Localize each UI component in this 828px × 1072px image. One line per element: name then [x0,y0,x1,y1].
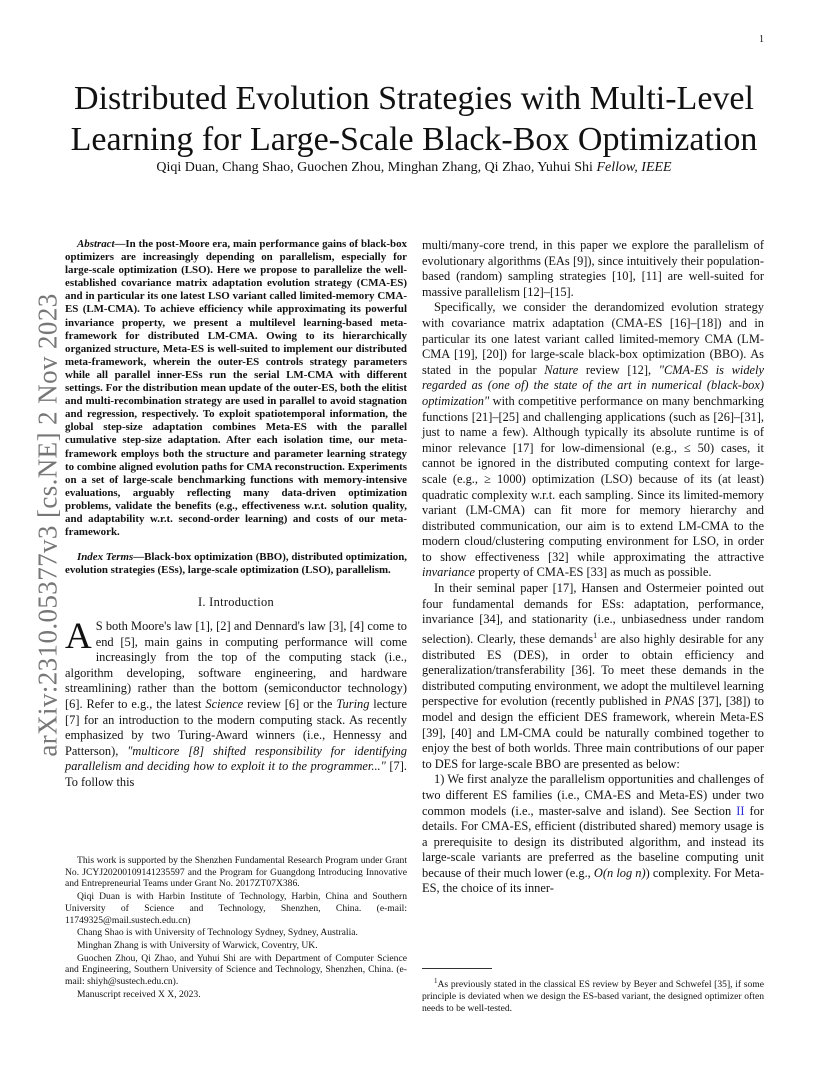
body-emphasis: PNAS [664,694,695,709]
body-text: 1) We first analyze the parallelism opportunities and challenges of two different ES families (i.e., CMA-ES and Meta-ES) under two common models (i.e., master-salve and island). See Section [422,772,764,818]
footnote-funding: This work is supported by the Shenzhen Fundamental Research Program under Grant No. JCYJ20200109141235597 and the Program for Guangdong Introducing Innovative and Entrepreneurial Teams under Grant No. 2017ZT07X386. [65,855,407,890]
index-terms-label: Index Terms [77,551,134,564]
index-terms-text: —Black-box optimization (BBO), distributed optimization, evolution strategies (ESs), large-scale optimization (LSO), parallelism. [65,551,407,577]
author-suffix: Fellow, IEEE [596,160,672,175]
body-paragraph [422,300,764,581]
body-text: property of CMA-ES [33] as much as possible. [475,565,712,580]
intro-emphasis: Science [205,696,244,711]
body-paragraph [422,581,764,772]
footnote-affiliation: Guochen Zhou, Qi Zhao, and Yuhui Shi are with Department of Computer Science and Engineering, Southern University of Science and Technology, Shenzhen, China. (e-mail: shiyh@sustech.edu.cn). [65,952,407,988]
author-names: Qiqi Duan, Chang Shao, Guochen Zhou, Minghan Zhang, Qi Zhao, Yuhui Shi [156,160,593,175]
author-footnotes [65,855,407,1001]
arxiv-sidebar [34,290,62,760]
right-column [422,238,764,897]
abstract-label: Abstract [77,238,115,250]
section-link[interactable]: II [736,803,745,818]
page-number: 1 [759,34,764,45]
body-emphasis: invariance [422,565,475,580]
intro-text: review [6] or the [243,696,337,711]
index-terms [65,551,407,577]
footnote-1 [422,976,764,1014]
abstract-text: —In the post-Moore era, main performance gains of black-box optimizers are increasingly depending on parallelism, especially for large-scale optimization (LSO). Here we propose to parallelize the well-established covariance matrix adaptation evolution strategy (CMA-ES) and in particular its one latest LSO variant called limited-memory CMA-ES (LM-CMA). To achieve efficiency while approximating its powerful invariance property, we present a multilevel learning-based meta-framework for distributed LM-CMA. Owing to its hierarchically organized structure, Meta-ES is well-suited to implement our distributed meta-framework, wherein the outer-ES controls strategy parameters while all parallel inner-ESs run the serial LM-CMA with different settings. For the distribution mean update of the outer-ES, both the elitist and multi-recombination strategy are used in parallel to avoid stagnation and regression, respectively. To exploit spatiotemporal information, the global step-size adaptation combines Meta-ES with the parallel cumulative step-size adaptation. After each isolation time, our meta-framework employs both the structure and parameter learning strategy to combine aligned evolution paths for CMA reconstruction. Experiments on a set of large-scale benchmarking functions with memory-intensive evaluations, arguably reflecting many data-driven optimization problems, validate the benefits (e.g., effectiveness w.r.t. solution quality, and adaptability w.r.t. second-order learning) and costs of our meta-framework. [65,238,407,539]
footnote-rule [422,968,492,969]
body-text: for details. For CMA-ES, efficient (distributed shared) memory usage is a prerequisite to design its distributed algorithm, and instead its large-scale variants are preferred as the baseline computing unit because of their much lower (e.g., [422,803,765,880]
footnote-manuscript: Manuscript received X X, 2023. [77,988,201,1000]
intro-quote: "multicore [8] shifted responsibility for identifying parallelism and deciding how to exploit it to the programmer..." [65,743,407,774]
intro-text: [7]. To follow this [65,759,407,789]
footnote-number: 1 [434,977,438,985]
author-list [40,160,788,176]
footnote-text: As previously stated in the classical ES review by Beyer and Schwefel [35], if some principle is deviated when we design the ES-based variant, the designed optimizer often needs to be well-tested. [422,979,764,1014]
body-text: Specifically, we consider the derandomized evolution strategy with covariance matrix adaptation (CMA-ES [16]–[18]) and in particular its one latest variant called limited-memory CMA (LM-CMA [19], [20]) for large-scale black-box optimization (BBO). As stated in the popular [422,300,764,377]
title-line-2: Learning for Large-Scale Black-Box Optimization [70,121,758,158]
intro-emphasis: Turing [336,696,370,711]
math-expression: O(n log n) [593,865,646,880]
footnote-affiliation: Chang Shao is with University of Technology Sydney, Sydney, Australia. [77,927,358,939]
footnote-affiliation: Qiqi Duan is with Harbin Institute of Technology, Harbin, China and Southern University of Science and Technology, Shenzhen, China. (e-mail: 11749325@mail.sustech.edu.cn) [65,891,407,926]
body-text: review [12], [578,362,659,377]
body-emphasis: Nature [544,362,579,377]
left-column [65,238,407,790]
intro-text: lecture [7] for an introduction to the modern computing stack. As recently emphasized by two Turing-Award winners (i.e., Hennessy and Patterson), [65,696,408,758]
intro-paragraph [65,615,408,791]
body-text: are also highly desirable for any distributed ES (DES), in order to obtain efficiency and generalization/transferability [36]. To meet these demands in the distributed computing environment, we adopt the multilevel learning perspective for evolution (recently published in [422,631,764,709]
body-text: [37], [38]) to model and design the efficient DES framework, wherein Meta-ES [39], [40] and LM-CMA could be naturally combined together to enjoy the best of both worlds. Three main contributions of our paper to DES for large-scale BBO are presented as below: [422,694,764,771]
body-quote: "CMA-ES is widely regarded as (one of) the state of the art in numerical (black-box) optimization" [422,362,764,408]
drop-cap: A [65,615,92,657]
title-line-1: Distributed Evolution Strategies with Multi-Level [74,80,754,117]
body-text: with competitive performance on many benchmarking functions [21]–[25] and challenging applications (such as [26]–[31], just to name a few). Although typically its absolute runtime is of minor relevance [17] for low-dimensional (e.g., ≤ 50) cases, it cannot be ignored in the distributed computing context for large-scale (e.g., ≥ 1000) optimization (LSO) because of its (at least) quadratic complexity w.r.t. each sampling. Since its limited-memory variant (LM-CMA) can fit more for memory hierarchy and distributed communication, our aim is to extend LM-CMA to the modern cloud/clustering computing environment for LSO, in order to show effectiveness [32] while approximating the attractive [422,393,764,564]
section-heading-introduction: I. Introduction [197,595,275,610]
body-paragraph [422,772,764,897]
footnote-affiliation: Minghan Zhang is with University of Warwick, Coventry, UK. [77,939,318,951]
body-paragraph: multi/many-core trend, in this paper we explore the parallelism of evolutionary algorithms (EAs [9]), since intuitively their population-based (random) sampling strategies [10], [11] are well-suited for massive parallelism [12]–[15]. [422,238,764,299]
arxiv-identifier: arXiv:2310.05377v3 [cs.NE] 2 Nov 2023 [32,293,63,757]
body-text: ) complexity. For Meta-ES, the choice of its inner- [422,865,764,896]
intro-text: S both Moore's law [1], [2] and Dennard's law [3], [4] come to end [5], main gains in computing performance will come increasingly from the top of the computing stack (i.e., algorithm developing, software engineering, and hardware streamlining) rather than the bottom (semiconductor technology) [6]. Refer to e.g., the latest [65,618,407,711]
footnote-marker[interactable]: 1 [593,630,598,640]
body-text: In their seminal paper [17], Hansen and Ostermeier pointed out four fundamental demands for ESs: adaptation, performance, invariance [34], and stationarity (i.e., unbiasedness under random selection). Clearly, these demands [422,581,764,646]
paper-title [40,78,788,160]
abstract [65,238,407,539]
